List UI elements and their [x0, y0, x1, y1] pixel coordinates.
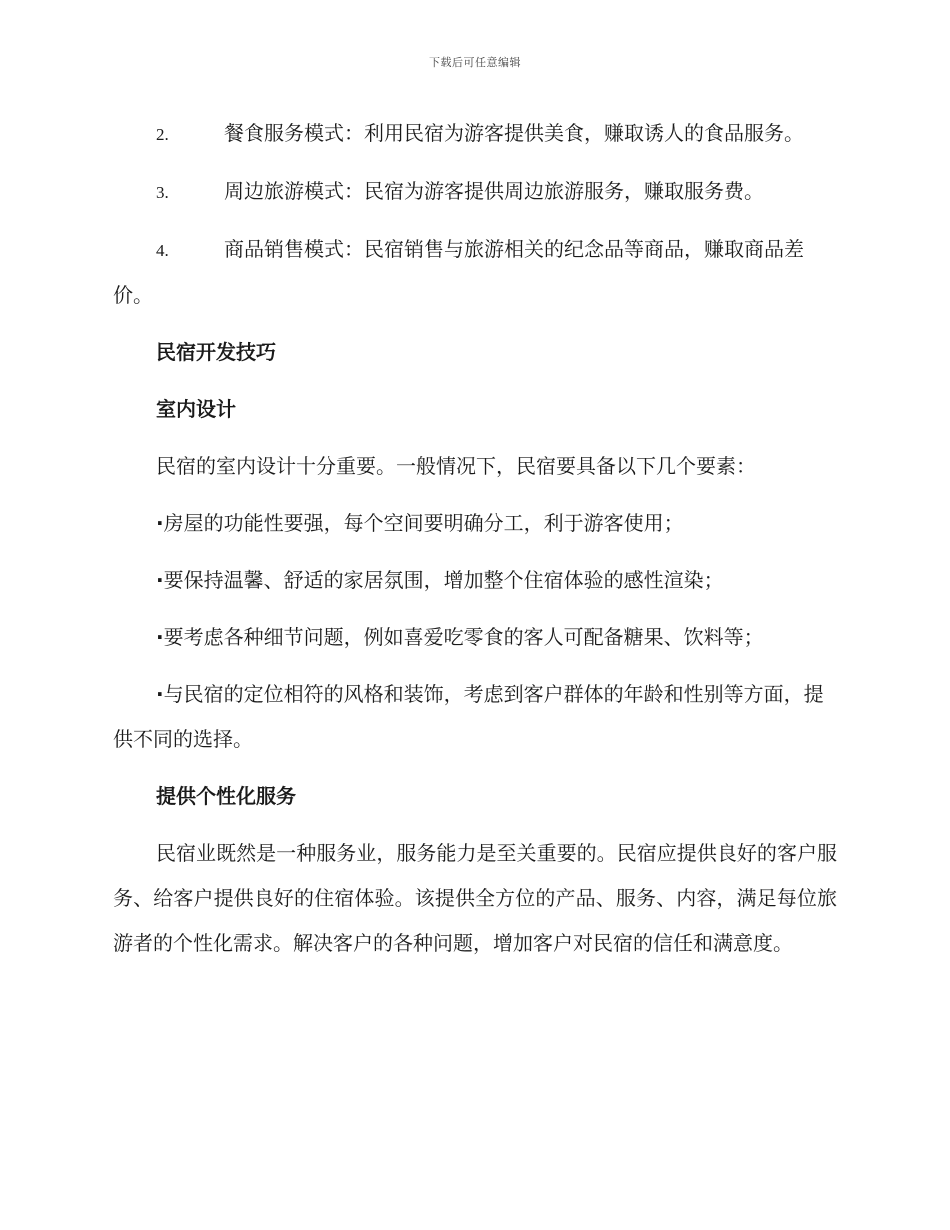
- interior-design-title: 室内设计: [156, 397, 236, 421]
- list-item-number: 3.: [156, 183, 169, 202]
- list-item: [113, 111, 837, 157]
- document-body: [113, 111, 837, 978]
- bullet-item: [113, 672, 837, 762]
- interior-intro: 民宿的室内设计十分重要。一般情况下，民宿要具备以下几个要素：: [156, 454, 756, 478]
- list-item-number: 4.: [156, 241, 169, 260]
- bullet-item: [113, 558, 837, 603]
- header-note: 下载后可任意编辑: [429, 56, 521, 69]
- list-item-text: 商品销售模式：民宿销售与旅游相关的纪念品等商品，赚取商品差价。: [113, 237, 804, 307]
- personalized-service-paragraph: 民宿业既然是一种服务业，服务能力是至关重要的。民宿应提供良好的客户服务、给客户提供良好的住宿体验。该提供全方位的产品、服务、内容，满足每位旅游者的个性化需求。解决客户的各种问题，增加客户对民宿的信任和满意度。: [113, 841, 837, 955]
- list-item-number: 2.: [156, 125, 169, 144]
- bullet-dot: ·: [156, 625, 164, 649]
- bullet-item: [113, 615, 837, 660]
- personalized-service-title: 提供个性化服务: [156, 784, 296, 808]
- bullet-item: [113, 501, 837, 546]
- bullet-dot: ·: [156, 511, 164, 535]
- list-item-text: 周边旅游模式：民宿为游客提供周边旅游服务，赚取服务费。: [224, 179, 764, 203]
- list-item: [113, 169, 837, 215]
- bullet-text: 与民宿的定位相符的风格和装饰，考虑到客户群体的年龄和性别等方面，提供不同的选择。: [113, 682, 824, 751]
- section-title: 民宿开发技巧: [156, 340, 276, 364]
- list-item-text: 餐食服务模式：利用民宿为游客提供美食，赚取诱人的食品服务。: [224, 121, 804, 145]
- bullet-dot: ·: [156, 682, 164, 706]
- bullet-text: 要保持温馨、舒适的家居氛围，增加整个住宿体验的感性渲染；: [163, 568, 724, 592]
- bullet-dot: ·: [156, 568, 164, 592]
- list-item: [113, 227, 837, 318]
- bullet-text: 要考虑各种细节问题，例如喜爱吃零食的客人可配备糖果、饮料等；: [163, 625, 764, 649]
- bullet-text: 房屋的功能性要强，每个空间要明确分工，利于游客使用；: [163, 511, 684, 535]
